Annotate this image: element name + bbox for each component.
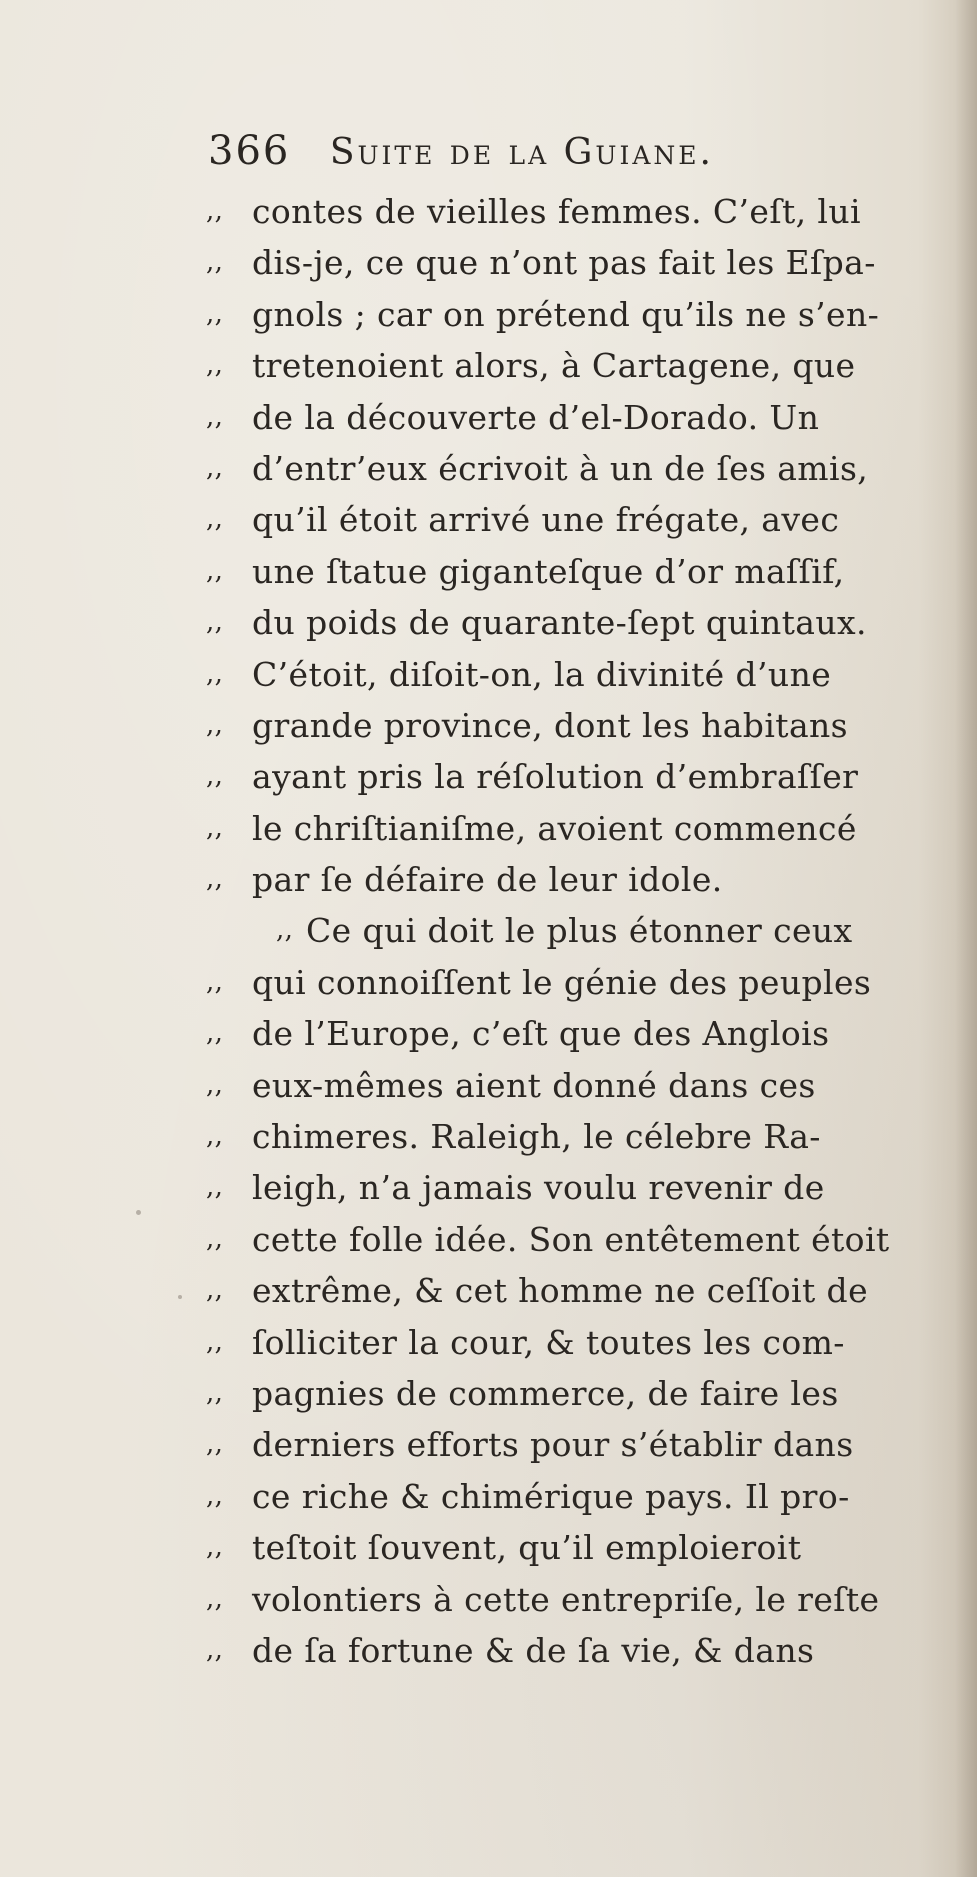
quotation-mark: ,,: [206, 401, 224, 432]
quotation-mark: ,,: [206, 1480, 224, 1511]
quotation-mark: ,,: [206, 1583, 224, 1614]
page-header: [208, 128, 714, 174]
text-line: [206, 186, 951, 237]
line-text: eux-mêmes aient donné dans ces: [252, 1065, 816, 1105]
text-line: [206, 494, 951, 545]
text-line: [206, 957, 951, 1008]
text-line: [206, 1111, 951, 1162]
quotation-mark: ,,: [206, 1429, 224, 1460]
quotation-mark: ,,: [206, 247, 224, 278]
quotation-mark: ,,: [206, 452, 224, 483]
quotation-mark: ,,: [206, 298, 224, 329]
line-text: C’étoit, diſoit-on, la divinité d’une: [252, 654, 832, 694]
paper-speck: [178, 1295, 182, 1299]
text-line: [206, 905, 951, 956]
running-title: Suite de la Guiane.: [329, 132, 714, 173]
line-text: tretenoient alors, à Cartagene, que: [252, 346, 856, 386]
quotation-mark: ,,: [206, 607, 224, 638]
text-line: [206, 1060, 951, 1111]
line-text: ſolliciter la cour, & toutes les com-: [252, 1322, 845, 1362]
text-line: [206, 1522, 951, 1573]
line-text: contes de vieilles femmes. C’eſt, lui: [252, 192, 861, 231]
text-line: [206, 1265, 951, 1316]
line-text: ayant pris la réſolution d’embraſſer: [252, 757, 859, 797]
line-text: ce riche & chimérique pays. Il pro-: [252, 1476, 850, 1516]
line-text: derniers efforts pour s’établir dans: [252, 1425, 854, 1465]
text-line: [206, 237, 951, 288]
text-line: [206, 649, 951, 700]
paper-speck: [136, 1210, 141, 1215]
line-text: du poids de quarante-ſept quintaux.: [252, 603, 867, 643]
text-line: [206, 443, 951, 494]
quotation-mark: ,,: [206, 1018, 224, 1049]
line-text: Ce qui doit le plus étonner ceux: [306, 911, 853, 951]
text-line: [206, 751, 951, 802]
quotation-mark: ,,: [206, 555, 224, 586]
line-text: chimeres. Raleigh, le célebre Ra-: [252, 1117, 821, 1157]
quotation-mark: ,,: [206, 350, 224, 381]
quotation-mark: ,,: [206, 1326, 224, 1357]
line-text: extrême, & cet homme ne ceſſoit de: [252, 1271, 868, 1311]
line-text: gnols ; car on prétend qu’ils ne s’en-: [252, 294, 880, 334]
page-fold-shadow: [955, 0, 977, 1877]
text-line: [206, 803, 951, 854]
text-line: [206, 289, 951, 340]
text-line: [206, 1419, 951, 1470]
quotation-mark: ,,: [206, 1223, 224, 1254]
text-line: [206, 340, 951, 391]
page-number: 366: [208, 128, 291, 174]
text-line: [206, 1625, 951, 1676]
line-text: pagnies de commerce, de faire les: [252, 1373, 839, 1413]
text-line: [206, 1008, 951, 1059]
quotation-mark: ,,: [206, 1121, 224, 1152]
text-line: [206, 546, 951, 597]
quotation-mark: ,,: [206, 1275, 224, 1306]
quotation-mark: ,,: [206, 709, 224, 740]
text-line: [206, 1368, 951, 1419]
line-text: leigh, n’a jamais voulu revenir de: [252, 1168, 825, 1208]
line-text: d’entr’eux écrivoit à un de ſes amis,: [252, 448, 869, 488]
quotation-mark: ,,: [206, 658, 224, 689]
line-text: qu’il étoit arrivé une frégate, avec: [252, 500, 840, 540]
text-line: [206, 854, 951, 905]
line-text: teſtoit ſouvent, qu’il emploieroit: [252, 1528, 802, 1568]
quotation-mark: ,,: [206, 504, 224, 535]
quotation-mark: ,,: [206, 1377, 224, 1408]
quotation-mark: ,,: [206, 812, 224, 843]
text-line: [206, 392, 951, 443]
text-block: [206, 186, 951, 1676]
line-text: de ſa fortune & de ſa vie, & dans: [252, 1630, 815, 1670]
quotation-mark: ,,: [206, 1069, 224, 1100]
text-line: [206, 1162, 951, 1213]
quotation-mark: ,,: [206, 1532, 224, 1563]
quotation-mark: ,,: [276, 915, 294, 946]
line-text: le chriſtianiſme, avoient commencé: [252, 808, 857, 848]
line-text: volontiers à cette entrepriſe, le reſte: [252, 1579, 880, 1619]
line-text: qui connoiſſent le génie des peuples: [252, 962, 872, 1002]
quotation-mark: ,,: [206, 196, 224, 226]
quotation-mark: ,,: [206, 1172, 224, 1203]
text-line: [206, 1214, 951, 1265]
text-line: [206, 1574, 951, 1625]
line-text: dis-je, ce que n’ont pas fait les Eſpa-: [252, 243, 876, 283]
line-text: par ſe défaire de leur idole.: [252, 860, 723, 900]
quotation-mark: ,,: [206, 966, 224, 997]
line-text: grande province, dont les habitans: [252, 705, 849, 745]
quotation-mark: ,,: [206, 1634, 224, 1665]
text-line: [206, 1317, 951, 1368]
line-text: de la découverte d’el-Dorado. Un: [252, 397, 820, 437]
line-text: de l’Europe, c’eſt que des Anglois: [252, 1014, 830, 1054]
line-text: cette folle idée. Son entêtement étoit: [252, 1219, 890, 1259]
text-line: [206, 700, 951, 751]
quotation-mark: ,,: [206, 761, 224, 792]
text-line: [206, 597, 951, 648]
line-text: une ſtatue giganteſque d’or maſſif,: [252, 551, 845, 591]
quotation-mark: ,,: [206, 864, 224, 895]
text-line: [206, 1471, 951, 1522]
